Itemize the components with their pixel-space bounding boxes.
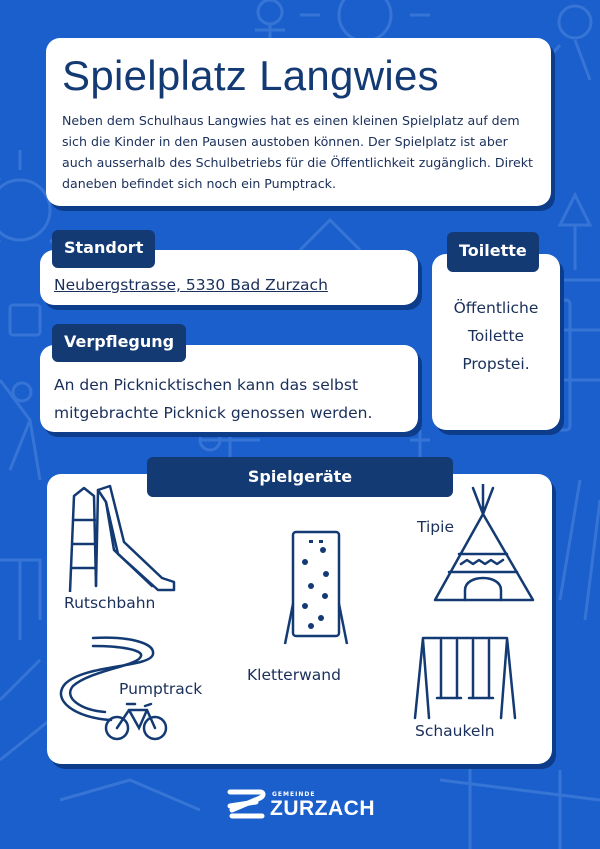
rutschbahn-label: Rutschbahn — [64, 594, 156, 612]
climbing-wall-icon — [281, 528, 351, 648]
toilette-label: Toilette — [447, 232, 539, 272]
tipi-icon — [429, 484, 539, 604]
spielgeraete-card — [47, 474, 552, 764]
logo-small-text: GEMEINDE — [272, 791, 316, 798]
kletterwand-label: Kletterwand — [247, 666, 341, 684]
swing-icon — [413, 634, 517, 722]
address-link[interactable]: Neubergstrasse, 5330 Bad Zurzach — [54, 276, 328, 294]
toilette-card — [432, 254, 560, 430]
gemeinde-logo — [226, 784, 386, 824]
slide-icon — [62, 482, 182, 592]
verpflegung-text: An den Picknicktischen kann das selbst mitgebrachte Picknick genossen werden. — [54, 376, 373, 422]
intro-text: Neben dem Schulhaus Langwies hat es einen kleinen Spielplatz auf dem sich die Kinder in den Pausen austoben können. Der Spielplatz ist aber auch ausserhalb des Schulbetriebs für die Öffentlichkeit zugänglich. Direkt daneben befindet sich noch ein Pumptrack. — [62, 113, 533, 191]
schaukeln-label: Schaukeln — [415, 722, 495, 740]
intro-card — [46, 38, 551, 206]
spielgeraete-label: Spielgeräte — [147, 457, 453, 497]
verpflegung-label: Verpflegung — [52, 324, 186, 362]
toilette-text: Öffentliche Toilette Propstei. — [453, 299, 539, 373]
standort-label: Standort — [52, 230, 155, 268]
logo-big-text: ZURZACH — [270, 797, 375, 820]
zurzach-logo-icon — [226, 786, 266, 822]
tipie-label: Tipie — [417, 518, 454, 536]
pumptrack-label: Pumptrack — [119, 680, 203, 698]
page-title: Spielplatz Langwies — [62, 52, 439, 99]
